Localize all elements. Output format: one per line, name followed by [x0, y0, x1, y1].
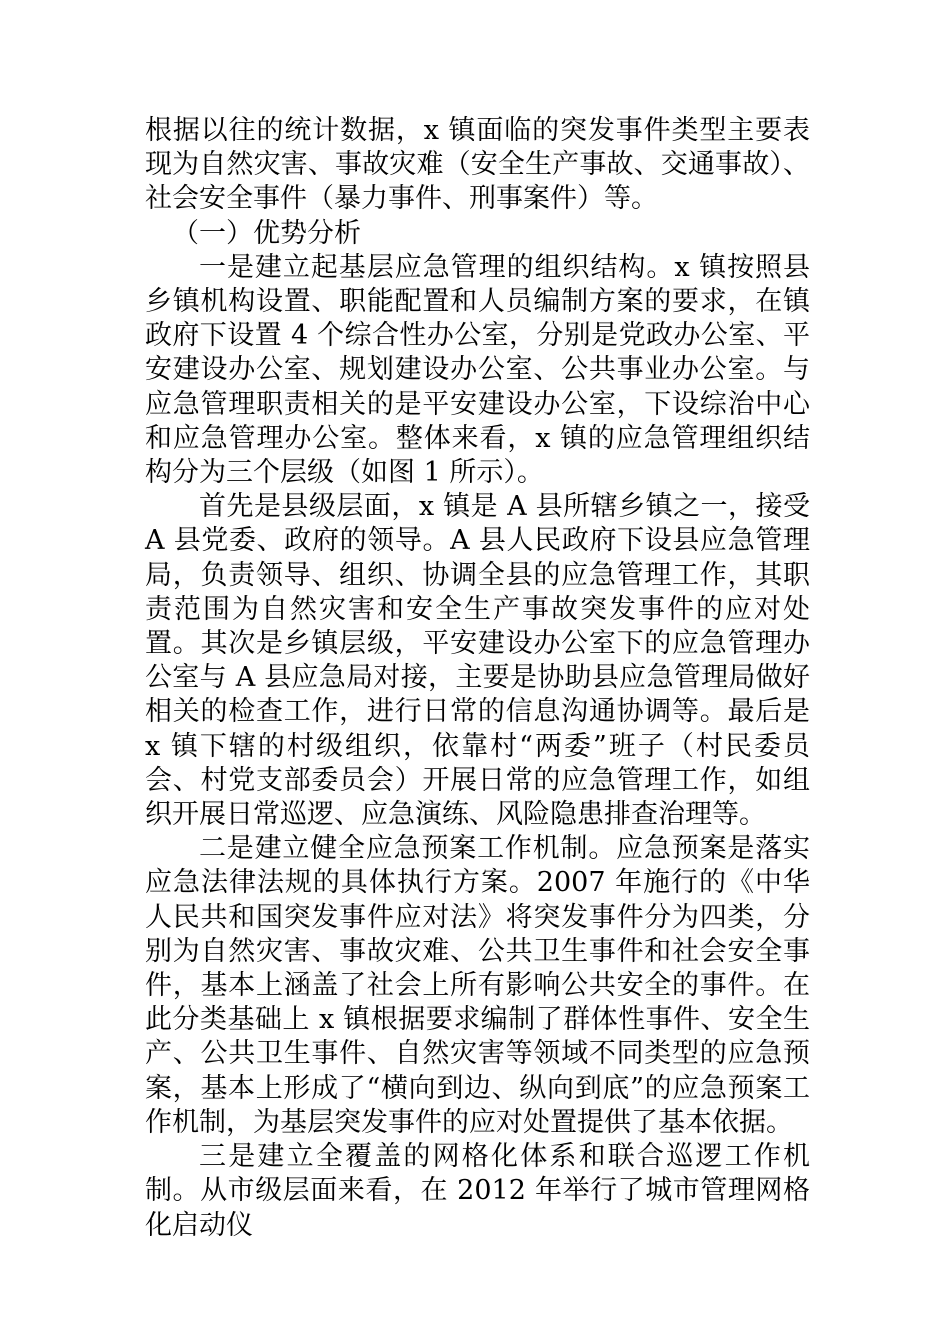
paragraph-emergency-plan: 二是建立健全应急预案工作机制。应急预案是落实应急法律法规的具体执行方案。2007 年施行的《中华人民共和国突发事件应对法》将突发事件分为四类，分别为自然灾害、事故灾难、公共卫生事件和社会安全事件，基本上涵盖了社会上所有影响公共安全的事件。在此分类基础上 x 镇根据要求编制了群体性事件、安全生产、公共卫生事件、自然灾害等领域不同类型的应急预案，基本上形成了“横向到边、纵向到底”的应急预案工作机制，为基层突发事件的应对处置提供了基本依据。	[145, 833, 810, 1138]
paragraph-organization-structure: 一是建立起基层应急管理的组织结构。x 镇按照县乡镇机构设置、职能配置和人员编制方案的要求，在镇政府下设置 4 个综合性办公室，分别是党政办公室、平安建设办公室、规划建设办公室、公共事业办公室。与应急管理职责相关的是平安建设办公室，下设综治中心和应急管理办公室。整体来看，x 镇的应急管理组织结构分为三个层级（如图 1 所示）。	[145, 251, 810, 489]
paragraph-statistics: 根据以往的统计数据，x 镇面临的突发事件类型主要表现为自然灾害、事故灾难（安全生产事故、交通事故）、社会安全事件（暴力事件、刑事案件）等。	[145, 115, 810, 215]
paragraph-county-level: 首先是县级层面，x 镇是 A 县所辖乡镇之一，接受 A 县党委、政府的领导。A 县人民政府下设县应急管理局，负责领导、组织、协调全县的应急管理工作，其职责范围为自然灾害和安全生产事故突发事件的应对处置。其次是乡镇层级，平安建设办公室下的应急管理办公室与 A 县应急局对接，主要是协助县应急管理局做好相关的检查工作，进行日常的信息沟通协调等。最后是 x 镇下辖的村级组织，依靠村“两委”班子（村民委员会、村党支部委员会）开展日常的应急管理工作，如组织开展日常巡逻、应急演练、风险隐患排查治理等。	[145, 491, 810, 831]
document-page	[145, 114, 810, 1243]
section-heading-advantage-analysis: （一）优势分析	[172, 217, 361, 249]
paragraph-grid-system: 三是建立全覆盖的网格化体系和联合巡逻工作机制。从市级层面来看，在 2012 年举行了城市管理网格化启动仪	[145, 1141, 810, 1241]
